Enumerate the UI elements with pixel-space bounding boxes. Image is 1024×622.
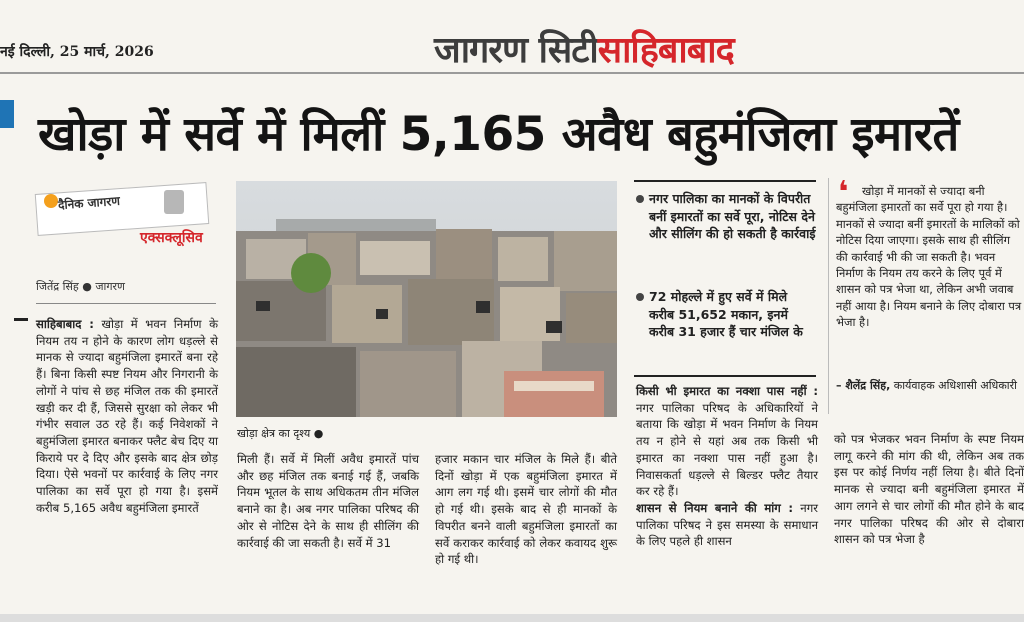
column-1 [36, 316, 218, 516]
quote-lead: खोड़ा में मानकों से ज्यादा बनी [862, 184, 985, 198]
quote-author: – शैलेंद्र सिंह, [836, 379, 891, 392]
bullet-icon [636, 293, 644, 301]
portrait-icon [164, 190, 184, 214]
quote-attribution [836, 378, 1024, 394]
highlight-rule-bottom [634, 375, 816, 377]
masthead-city: सिटी [538, 30, 598, 71]
highlight-rule-top [634, 180, 816, 182]
quote-role: कार्यवाहक अधिशासी अधिकारी [893, 379, 1017, 392]
column-3-text-1: नगर पालिका परिषद के अधिकारियों ने बताया कि खोड़ा में भवन निर्माण के नियम तय न होने से यहां अब तक किसी भी इमारत का नक्शा पास नहीं हुआ है। निवासकर्ता धड़ल्ले से बिल्डर फ्लैट तैयार कर रहे हैं। [636, 400, 818, 499]
photo-caption: खोड़ा क्षेत्र का दृश्य ● [237, 427, 324, 440]
masthead-jagran: जागरण [434, 30, 528, 71]
dateline: नई दिल्ली, 25 मार्च, 2026 [0, 44, 154, 60]
city-skyline-photo [236, 181, 617, 417]
exclusive-logo [36, 186, 214, 258]
exclusive-tag: एक्सक्लूसिव [140, 230, 203, 246]
subhead-2: शासन से नियम बनाने की मांग : [636, 500, 794, 515]
headline: खोड़ा में सर्वे में मिलीं 5,165 अवैध बहुमंजिला इमारतें [38, 107, 959, 162]
sun-icon [44, 194, 58, 208]
highlight-1 [636, 190, 816, 243]
masthead [434, 24, 734, 73]
page-fold [0, 614, 1024, 622]
quote-rest: बहुमंजिला इमारतों का सर्वे पूरा हो गया है। मानकों से ज्यादा बनीं इमारतों के मालिकों को नोटिस दिया जाएगा। इसके साथ ही सीलिंग की कार्रवाई भी की जा सकती है। भवन निर्माण के नियम तय करने के लिए पूर्व में शासन को पत्र भेजा था, लेकिन अभी जवाब नहीं आया है। नियम बनाने के लिए दोबारा पत्र भेजा है। [836, 200, 1022, 330]
column-4: को पत्र भेजकर भवन निर्माण के स्पष्ट नियम लागू करने की मांग की थी, लेकिन अब तक इस पर कोई निर्णय नहीं लिया है। बीते दिनों मानक से ज्यादा बनी बहुमंजिला इमारत में आग लगने से चार लोगों की मौत होने के बाद नगर पालिका परिषद की ओर से दोबारा शासन को पत्र भेजा है [834, 432, 1024, 547]
byline-rule [36, 303, 216, 304]
column-1-text: खोड़ा में भवन निर्माण के नियम तय न होने के कारण लोग धड़ल्ले से मानक से ज्यादा बहुमंजिला इमारतें बना रहे हैं। बिना किसी स्पष्ट नियम और निगरानी के लोगों ने पांच से छह मंजिल तक की इमारतें खड़ी कर दी हैं, जिससे सुरक्षा को लेकर भी गंभीर सवाल उठ रहे हैं। कई निवेशकों ने बहुमंजिला इमारत बनाकर फ्लैट बेच दिए या किराये पर दे दिए और इसके बाद क्षेत्र छोड़ दिया। ऐसे भवनों पर कार्रवाई के लिए नगर पालिका का सर्वे पूरा हो गया है। इसमें करीब 5,165 अवैध बहुमंजिला इमारतें [36, 317, 219, 515]
highlight-2 [636, 288, 816, 341]
quote-mark-icon: ❛ [838, 175, 849, 210]
header-rule [0, 72, 1024, 74]
story-dateline: साहिबाबाद : [36, 317, 94, 331]
column-2a: मिली हैं। सर्वे में मिलीं अवैध इमारतें पांच और छह मंजिल तक बनाई गई हैं, जबकि नियम भूतल के साथ अधिकतम तीन मंजिल बनाने का है। अब नगर पालिका परिषद की ओर से नोटिस देने के साथ ही सीलिंग की कार्रवाई की जा सकती है। सर्वे में 31 [237, 452, 419, 550]
subhead-1: किसी भी इमारत का नक्शा पास नहीं : [636, 384, 818, 398]
column-3 [636, 383, 818, 550]
byline: जितेंद्र सिंह ● जागरण [36, 280, 125, 293]
section-marker [0, 100, 14, 128]
column-3-text-2: नगर पालिका परिषद ने इस समस्या के समाधान के लिए पहले ही शासन [636, 500, 819, 549]
column-2b: हजार मकान चार मंजिल के मिले हैं। बीते दिनों खोड़ा में एक बहुमंजिला इमारत में आग लग गई थी। इसमें चार लोगों की मौत हो गई थी। इसके बाद से ही मानकों के विपरीत बनने वाली बहुमंजिला इमारतों का सर्वे कराकर कार्रवाई को लेकर कवायद शुरू हो गई थी। [435, 452, 617, 567]
bullet-icon [636, 195, 644, 203]
news-photo [236, 181, 617, 417]
logo-name: दैनिक जागरण [57, 193, 121, 213]
masthead-sahibabad: साहिबाबाद [597, 30, 734, 71]
lead-marker [14, 318, 28, 321]
highlight-2-text: 72 मोहल्ले में हुए सर्वे में मिले करीब 51,652 मकान, इनमें करीब 31 हजार हैं चार मंजिल के [649, 289, 803, 339]
highlight-1-text: नगर पालिका का मानकों के विपरीत बनीं इमारतों का सर्वे पूरा, नोटिस देने और सीलिंग की हो सकती है कार्रवाई [649, 191, 816, 241]
quote-text [836, 183, 1024, 331]
